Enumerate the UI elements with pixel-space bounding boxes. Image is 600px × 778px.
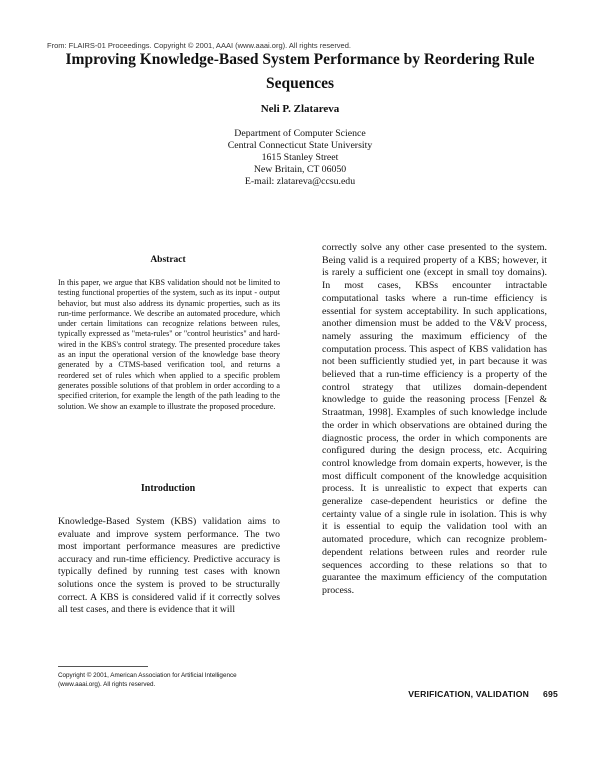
footnote-line-1: Copyright © 2001, American Association for Artificial Intelligence <box>58 672 237 679</box>
introduction-heading: Introduction <box>140 483 196 494</box>
abstract-text: In this paper, we argue that KBS validation should not be limited to testing functional properties of the system, such as its input - output behavior, but must also address its dynamic properties, such as its run-time performance. We describe an automated procedure, which under certain limitations can recognize relations between rules, typically expressed as "meta-rules" or "control heuristics" and hard-wired in the KBS's control strategy. The presented procedure takes as an input the operational version of the knowledge base theory generated by a CTMS-based verification tool, and returns a reordered set of rules which when applied to a specific problem generates possible solutions of that problem in order according to a specified criterion, for example the length of the path leading to the solution. We show an example to illustrate the proposed procedure. <box>58 278 280 411</box>
affiliation-university: Central Connecticut State University <box>227 140 373 151</box>
paper-title: Improving Knowledge-Based System Performance by Reordering Rule Sequences <box>65 51 535 92</box>
affiliation-city: New Britain, CT 06050 <box>253 164 347 175</box>
footnote-divider <box>58 666 148 667</box>
footer-section: VERIFICATION, VALIDATION <box>408 689 530 699</box>
affiliation-block <box>0 128 600 188</box>
affiliation-email: E-mail: zlatareva@ccsu.edu <box>244 176 356 187</box>
introduction-text: Knowledge-Based System (KBS) validation aims to evaluate and improve system performance. The two most important performance measures are predictive accuracy and run-time efficiency. Predictive accuracy is typically defined by running test cases with known solutions once the system is proved to be structurally correct. A KBS is considered valid if it correctly solves all test cases, and there is evidence that it will <box>58 516 280 616</box>
affiliation-street: 1615 Stanley Street <box>261 152 339 163</box>
page-footer <box>408 689 558 699</box>
page-number: 695 <box>543 689 558 699</box>
footnote-line-2: (www.aaai.org). All rights reserved. <box>58 681 156 688</box>
affiliation-department: Department of Computer Science <box>234 128 366 139</box>
right-column-text: correctly solve any other case presented to the system. Being valid is a required property of a KBS; however, it is rarely a sufficient one (except in small toy domains). In most cases, KBSs encounter intractable computational tasks where a run-time efficiency is essential for system acceptability. In such applications, another dimension must be added to the V&V process, namely assuring the maximum efficiency of the computation process. This aspect of KBS validation has not been sufficiently studied yet, in part because it was believed that a run-time efficiency is a property of the control strategy that utilizes domain-dependent knowledge to guide the reasoning process [Fenzel & Straatman, 1998]. Examples of such knowledge include the order in which observations are obtained during the diagnostic process, the order in which components are configured during the design process, etc. Acquiring control knowledge from domain experts, however, is the most difficult component of the knowledge acquisition process. It is unrealistic to expect that experts can generalize case-dependent heuristics or define the certainty value of a single rule in isolation. This is why it is essential to equip the validation tool with an automated procedure, which can recognize problem-dependent relations between rules and reorder rule sequences according to these relations so that to guarantee the maximum efficiency of the computation process. <box>322 242 547 596</box>
abstract-heading: Abstract <box>150 255 186 265</box>
source-line: From: FLAIRS-01 Proceedings. Copyright © 2001, AAAI (www.aaai.org). All rights reserved. <box>47 41 351 50</box>
copyright-footnote <box>58 671 280 689</box>
author-name: Neli P. Zlatareva <box>260 103 340 115</box>
